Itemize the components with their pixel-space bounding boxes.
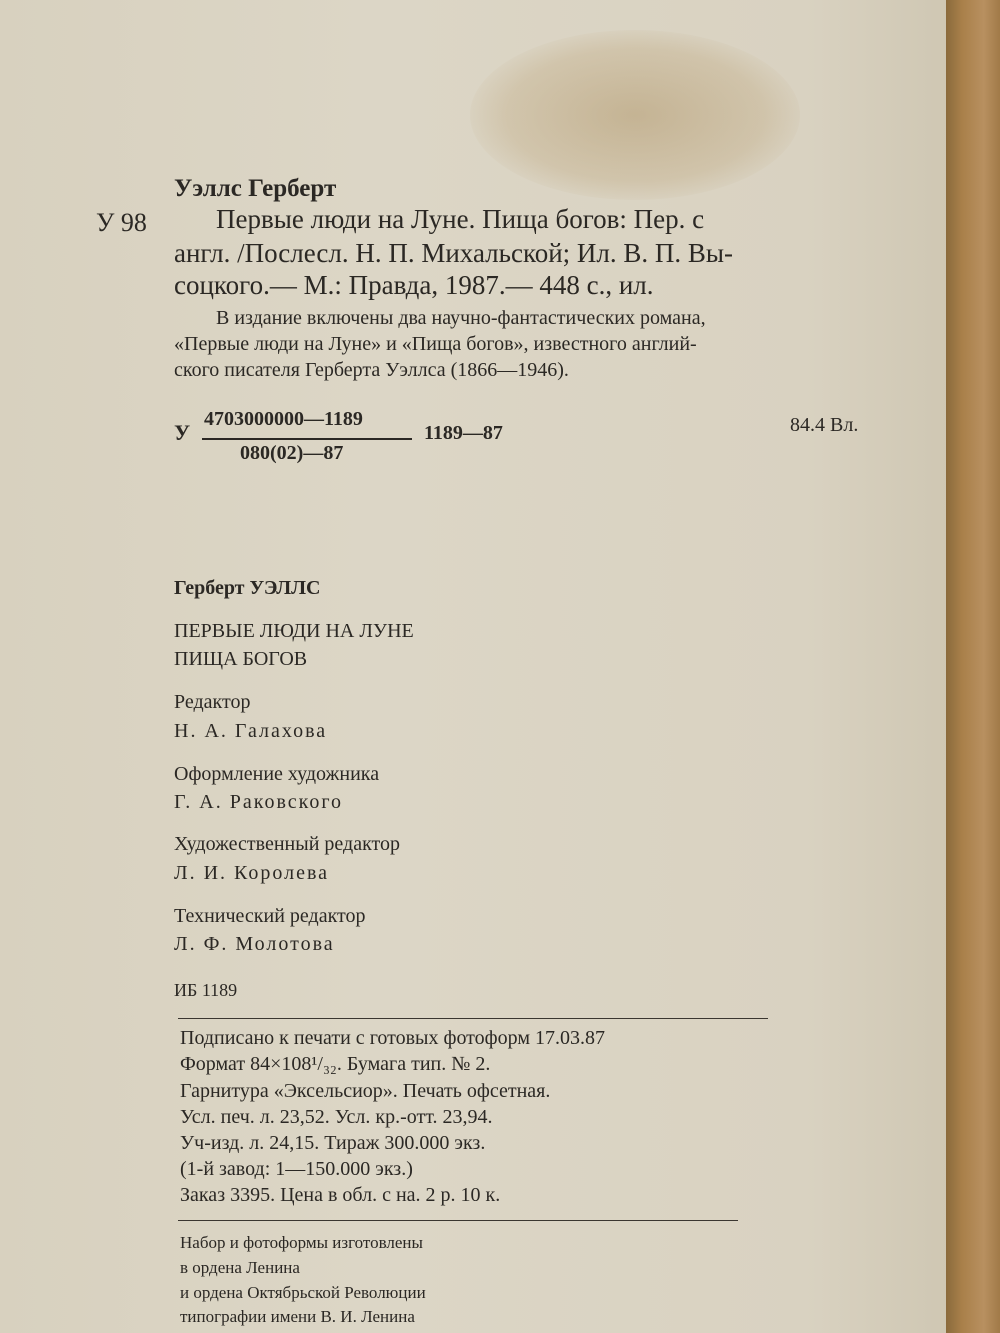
tech-line: Заказ 3395. Цена в обл. с на. 2 р. 10 к. bbox=[180, 1184, 501, 1206]
imprint-title-line: ПИЩА БОГОВ bbox=[174, 648, 308, 670]
annotation-line: «Первые люди на Луне» и «Пища богов», известного англий- bbox=[174, 333, 697, 355]
printer-line: в ордена Ленина bbox=[180, 1258, 300, 1277]
credit-role: Технический редактор bbox=[174, 905, 366, 927]
ib-number: ИБ 1189 bbox=[174, 980, 238, 1000]
annotation-line: В издание включены два научно-фантастических романа, bbox=[216, 307, 706, 329]
class-code: У 98 bbox=[96, 208, 147, 237]
fraction-denominator: 080(02)—87 bbox=[240, 442, 344, 464]
divider bbox=[178, 1018, 768, 1019]
tech-line: Уч-изд. л. 24,15. Тираж 300.000 экз. bbox=[180, 1132, 486, 1154]
credit-name: Г. А. Раковского bbox=[174, 791, 344, 813]
printer-line: типографии имени В. И. Ленина bbox=[180, 1307, 415, 1326]
divider bbox=[178, 1220, 738, 1221]
credit-role: Художественный редактор bbox=[174, 833, 400, 855]
tech-line: Усл. печ. л. 23,52. Усл. кр.-отт. 23,94. bbox=[180, 1106, 493, 1128]
credit-role: Редактор bbox=[174, 691, 251, 713]
index-code: 84.4 Вл. bbox=[790, 414, 859, 436]
credit-name: Н. А. Галахова bbox=[174, 720, 328, 742]
fraction-numerator: 4703000000—1189 bbox=[204, 408, 363, 430]
bbk-letter: У bbox=[174, 420, 191, 445]
paper-stain bbox=[470, 30, 800, 200]
tech-line: (1-й завод: 1—150.000 экз.) bbox=[180, 1158, 413, 1180]
credit-role: Оформление художника bbox=[174, 763, 380, 785]
credit-name: Л. Ф. Молотова bbox=[174, 933, 335, 955]
fraction-side-code: 1189—87 bbox=[424, 422, 503, 444]
fraction-bar bbox=[202, 438, 412, 440]
imprint-author: Герберт УЭЛЛС bbox=[174, 577, 321, 599]
printer-line: и ордена Октябрьской Революции bbox=[180, 1283, 426, 1302]
credit-name: Л. И. Королева bbox=[174, 862, 330, 884]
annotation-line: ского писателя Герберта Уэллса (1866—1946). bbox=[174, 359, 569, 381]
tech-line: Подписано к печати с готовых фотоформ 17.03.87 bbox=[180, 1027, 605, 1049]
imprint-title-line: ПЕРВЫЕ ЛЮДИ НА ЛУНЕ bbox=[174, 620, 414, 642]
card-author: Уэллс Герберт bbox=[174, 175, 337, 202]
card-description-line: англ. /Послесл. Н. П. Михальской; Ил. В. П. Вы- bbox=[174, 238, 734, 268]
tech-line: Гарнитура «Эксельсиор». Печать офсетная. bbox=[180, 1080, 551, 1102]
card-description-line: Первые люди на Луне. Пища богов: Пер. с bbox=[216, 204, 705, 234]
printer-line: Набор и фотоформы изготовлены bbox=[180, 1233, 423, 1252]
book-edge bbox=[946, 0, 1000, 1333]
card-description-line: соцкого.— М.: Правда, 1987.— 448 с., ил. bbox=[174, 270, 654, 300]
tech-line: Формат 84×108¹/₃₂. Бумага тип. № 2. bbox=[180, 1053, 491, 1075]
